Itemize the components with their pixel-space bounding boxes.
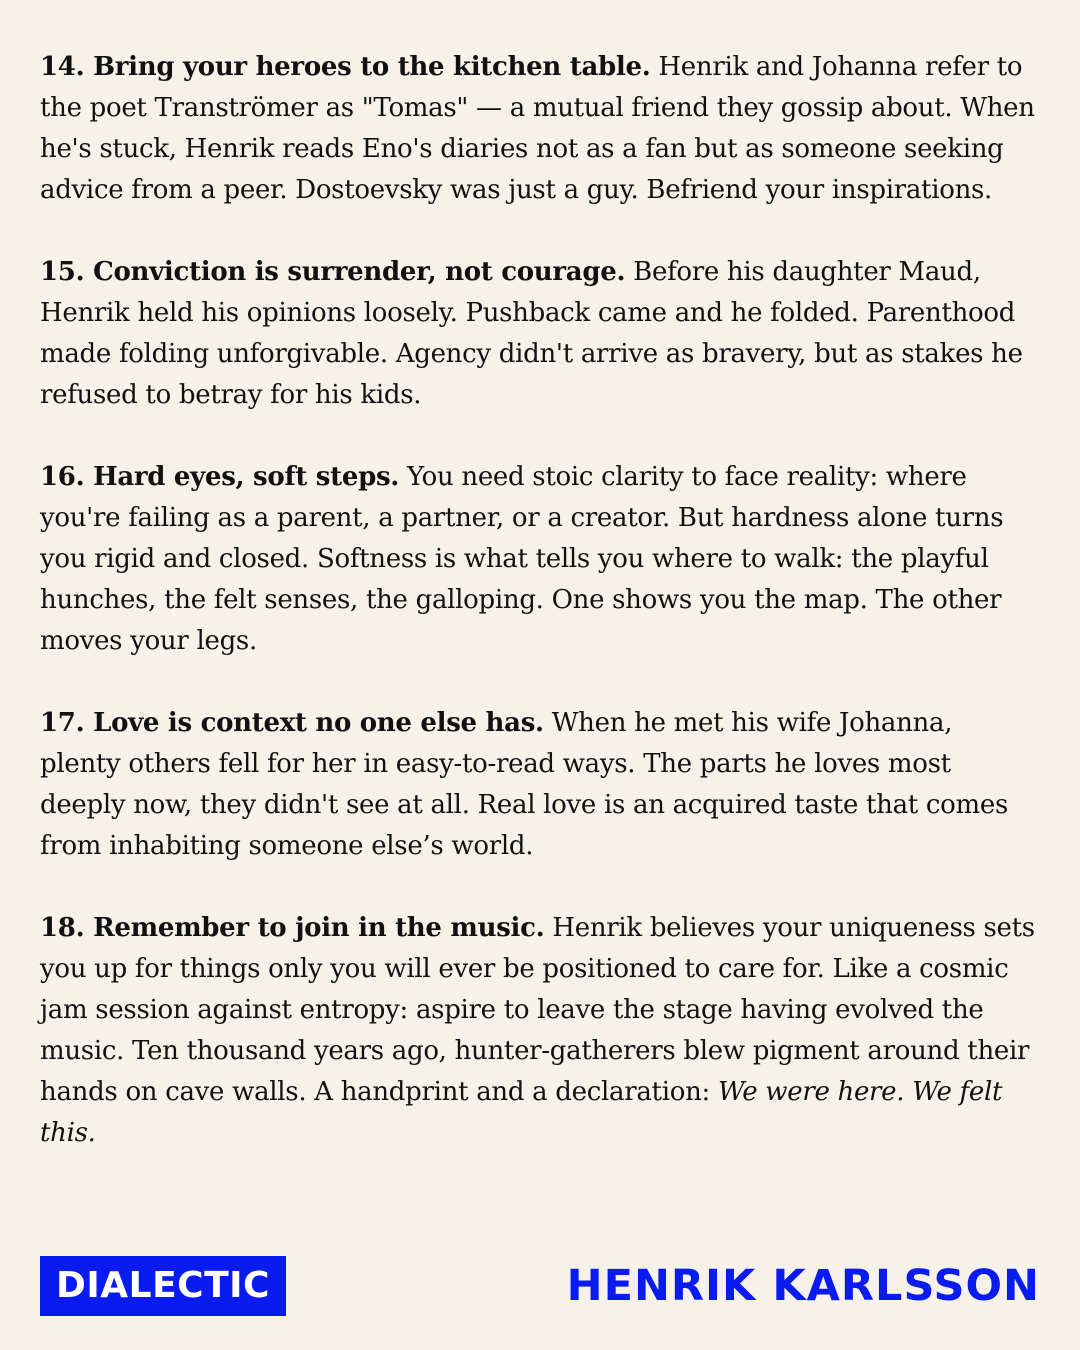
lesson-15: [40, 252, 1040, 416]
lesson-16: [40, 457, 1040, 662]
lesson-18-text: Henrik believes your uniqueness sets you up for things only you will ever be positioned to care for. Like a cosmic jam session against entropy: aspire to leave the stage having evolved the music. Ten thousand years ago, hunter-gatherers blew pigment around their hands on cave walls. A handprint and a declaration:: [40, 913, 1035, 1107]
lesson-18: [40, 908, 1040, 1154]
lesson-15-text: Before his daughter Maud, Henrik held his opinions loosely. Pushback came and he folded. Parenthood made folding unforgivable. Agency didn't arrive as bravery, but as stakes he refused to betray for his kids.: [40, 257, 1023, 410]
lesson-17-heading: 17. Love is context no one else has.: [40, 708, 544, 738]
dialectic-logo: DIALECTIC: [40, 1256, 286, 1316]
lesson-17-text: When he met his wife Johanna, plenty others fell for her in easy-to-read ways. The parts he loves most deeply now, they didn't see at all. Real love is an acquired taste that comes from inhabiting someone else’s world.: [40, 708, 1008, 861]
lesson-14-text: Henrik and Johanna refer to the poet Tranströmer as "Tomas" — a mutual friend they gossip about. When he's stuck, Henrik reads Eno's diaries not as a fan but as someone seeking advice from a peer. Dostoevsky was just a guy. Befriend your inspirations.: [40, 52, 1035, 205]
lesson-18-emphasis: We were here. We felt this.: [40, 1077, 1003, 1148]
lesson-18-heading: 18. Remember to join in the music.: [40, 913, 545, 943]
author-name: HENRIK KARLSSON: [566, 1261, 1040, 1311]
lesson-16-heading: 16. Hard eyes, soft steps.: [40, 462, 400, 492]
lesson-14-heading: 14. Bring your heroes to the kitchen table.: [40, 52, 651, 82]
lesson-15-heading: 15. Conviction is surrender, not courage.: [40, 257, 626, 287]
article-body: [40, 47, 1040, 1195]
lesson-17: [40, 703, 1040, 867]
footer: [40, 1256, 1040, 1316]
lesson-14: [40, 47, 1040, 211]
lesson-16-text: You need stoic clarity to face reality: where you're failing as a parent, a partner, or a creator. But hardness alone turns you rigid and closed. Softness is what tells you where to walk: the playful hunches, the felt senses, the galloping. One shows you the map. The other moves your legs.: [40, 462, 1004, 656]
